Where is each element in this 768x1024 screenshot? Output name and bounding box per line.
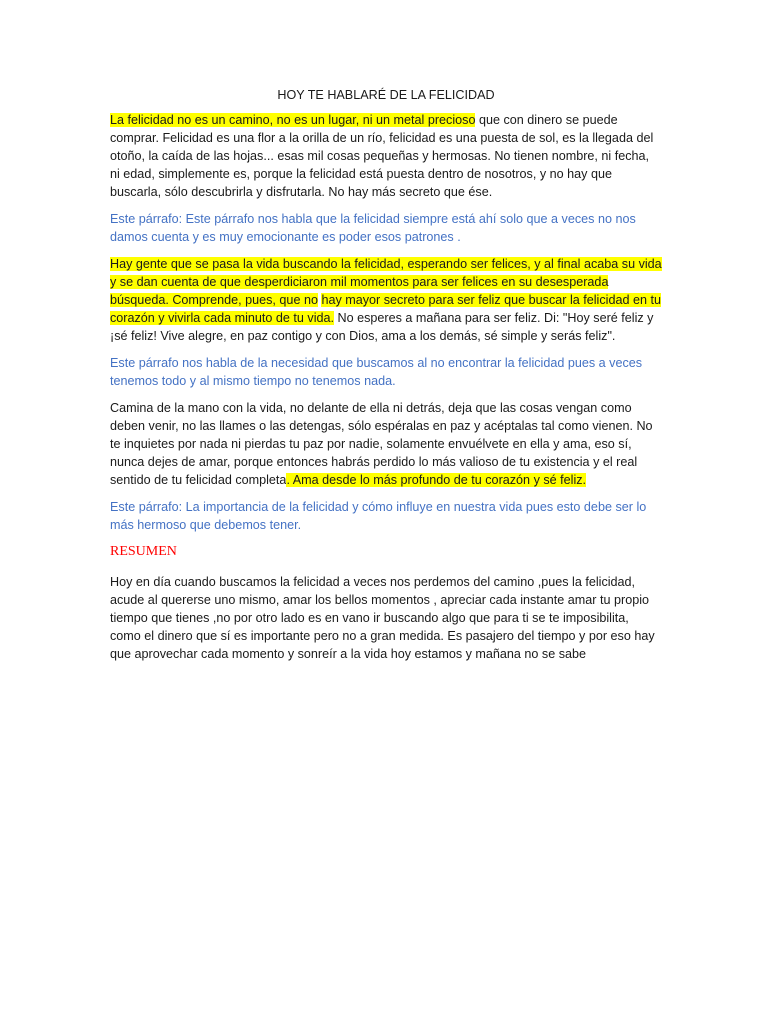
paragraph-2 (110, 255, 662, 345)
paragraph-text: No esperes a mañana para ser feliz. Di: "Hoy seré feliz y ¡sé feliz! Vive alegre, en paz contigo y con Dios, ama a los demás, sé simple y serás feliz". (110, 311, 654, 343)
paragraph-3 (110, 399, 662, 489)
paragraph-1 (110, 111, 662, 201)
highlighted-text: La felicidad no es un camino, no es un lugar, ni un metal precioso (110, 113, 476, 127)
note-2: Este párrafo nos habla de la necesidad que buscamos al no encontrar la felicidad pues a veces tenemos todo y al mismo tiempo no tenemos nada. (110, 356, 643, 388)
highlighted-text: . Ama desde lo más profundo de tu corazón y sé feliz. (286, 473, 587, 487)
note-1: Este párrafo: Este párrafo nos habla que la felicidad siempre está ahí solo que a veces no nos damos cuenta y es muy emocionante es poder esos patrones . (110, 212, 636, 244)
summary-paragraph: Hoy en día cuando buscamos la felicidad a veces nos perdemos del camino ,pues la felicidad, acude al quererse uno mismo, amar los bellos momentos , apreciar cada instante amar tu propio tiempo que tienes ,no por otro lado es en vano ir buscando algo que para ti se te imposibilita, como el dinero que sí es importante pero no a gran medida. Es pasajero del tiempo y por eso hay que aprovechar cada momento y sonreír a la vida hoy estamos y mañana no se sabe (110, 575, 655, 661)
note-3: Este párrafo: La importancia de la felicidad y cómo influye en nuestra vida pues esto debe ser lo más hermoso que debemos tener. (110, 500, 647, 532)
highlighted-text: Hay gente que se pasa la vida buscando la felicidad, esperando ser felices, y al final acaba su vida y se dan cuenta de que desperdiciaron mil momentos para ser felices en su desesperada búsqueda. Comprende, pues, que no (110, 257, 662, 307)
paragraph-text: Camina de la mano con la vida, no delante de ella ni detrás, deja que las cosas vengan como deben venir, no las llames o las detengas, sólo espéralas en paz y acéptalas tal como vienen. No te inquietes por nada ni pierdas tu paz por nadie, solamente envuélvete en ella y ama, eso sí, nunca dejes de amar, porque entonces habrás perdido lo más valioso de tu existencia y el real sentido de tu felicidad completa (110, 401, 653, 487)
summary-heading: RESUMEN (110, 544, 177, 559)
document-page (110, 86, 662, 672)
paragraph-text: que con dinero se puede comprar. Felicidad es una flor a la orilla de un río, felicidad es una puesta de sol, es la llegada del otoño, la caída de las hojas... esas mil cosas pequeñas y hermosas. No tienen nombre, ni fecha, ni edad, simplemente es, porque la felicidad está puesta dentro de nosotros, y no hay que buscarla, sólo descubrirla y disfrutarla. No hay más secreto que ése. (110, 113, 654, 199)
document-title: HOY TE HABLARÉ DE LA FELICIDAD (277, 88, 495, 102)
highlighted-text: hay mayor secreto para ser feliz que buscar la felicidad en tu corazón y vivirla cada minuto de tu vida. (110, 293, 661, 325)
